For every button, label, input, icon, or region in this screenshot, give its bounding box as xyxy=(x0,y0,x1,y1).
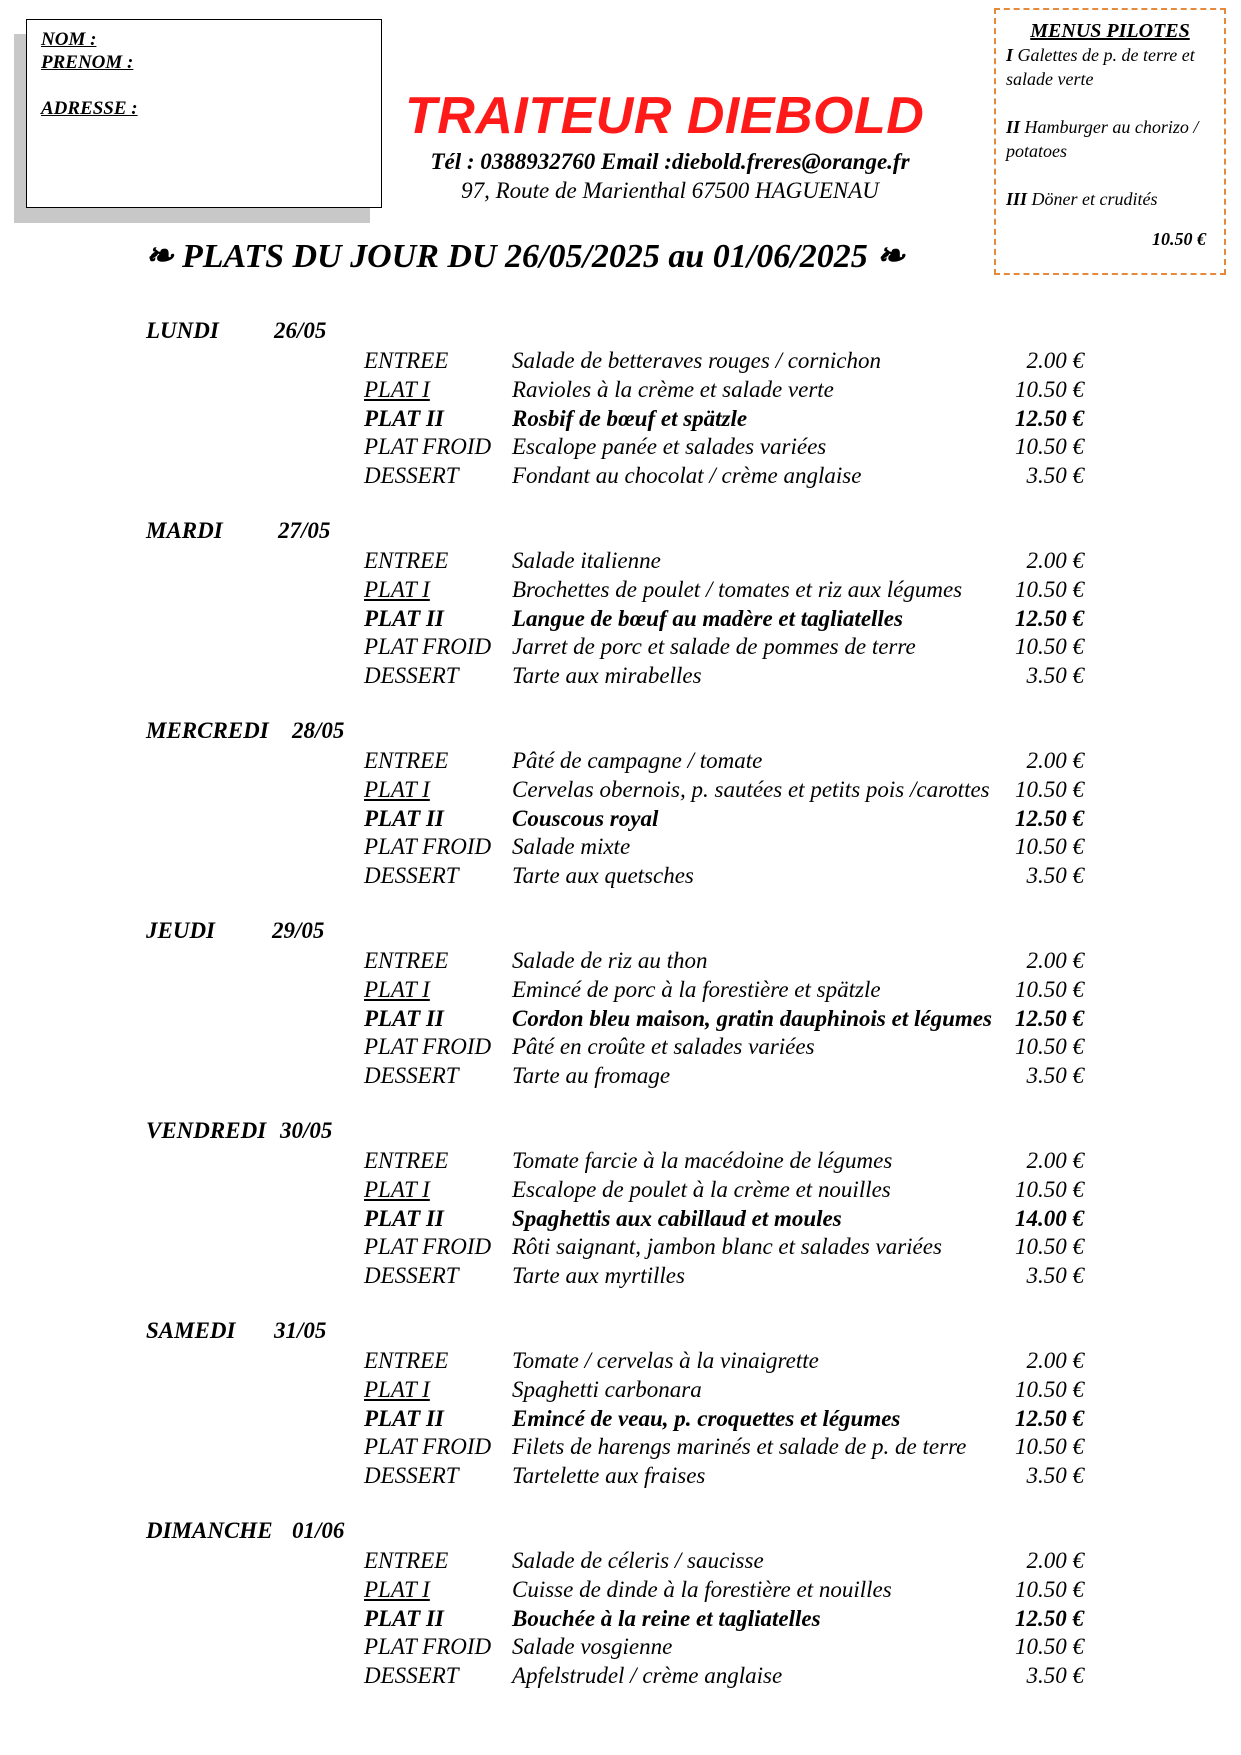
course-label: DESSERT xyxy=(364,1663,459,1689)
dish-name: Tarte au fromage xyxy=(512,1063,671,1089)
dish-price: 3.50 € xyxy=(1026,863,1084,889)
dish-price: 10.50 € xyxy=(1015,1376,1084,1402)
day-name: MARDI xyxy=(146,518,223,543)
dish-price: 14.00 € xyxy=(1015,1205,1084,1231)
menu-row xyxy=(146,606,1126,635)
week-heading: ❧ PLATS DU JOUR DU 26/05/2025 au 01/06/2025 ❧ xyxy=(145,238,905,275)
dish-name: Filets de harengs marinés et salade de p. de terre xyxy=(512,1434,967,1460)
dish-price: 10.50 € xyxy=(1015,1176,1084,1202)
menu-row xyxy=(146,806,1126,835)
dish-name: Salade de riz au thon xyxy=(512,948,708,973)
course-label: DESSERT xyxy=(364,1463,459,1489)
day-header xyxy=(146,518,1126,548)
dish-price: 10.50 € xyxy=(1015,834,1084,860)
day-block xyxy=(146,1518,1126,1692)
dish-price: 10.50 € xyxy=(1015,1034,1084,1060)
pilot-menu-price: 10.50 € xyxy=(1152,229,1206,249)
pilot-menu-item xyxy=(1006,43,1214,91)
menu-row xyxy=(146,1206,1126,1235)
course-label: PLAT FROID xyxy=(364,634,492,660)
pilot-item-number: III xyxy=(1006,189,1028,209)
day-date: 31/05 xyxy=(274,1318,327,1343)
pilot-item-text: Döner et crudités xyxy=(1031,189,1158,209)
day-name: VENDREDI xyxy=(146,1118,267,1143)
dish-name: Jarret de porc et salade de pommes de terre xyxy=(512,634,916,660)
day-date: 01/06 xyxy=(292,1518,345,1543)
menu-row xyxy=(146,1663,1126,1692)
dish-price: 10.50 € xyxy=(1015,1434,1084,1460)
course-label: DESSERT xyxy=(364,1063,459,1089)
dish-name: Tarte aux quetsches xyxy=(512,863,694,889)
course-label: DESSERT xyxy=(364,663,459,689)
dish-price: 10.50 € xyxy=(1015,976,1084,1002)
address-line: 97, Route de Marienthal 67500 HAGUENAU xyxy=(461,178,879,203)
day-name: LUNDI xyxy=(146,318,219,343)
dish-name: Ravioles à la crème et salade verte xyxy=(512,376,834,402)
dish-name: Salade mixte xyxy=(512,834,631,860)
day-header xyxy=(146,1118,1126,1148)
dish-name: Spaghetti carbonara xyxy=(512,1376,702,1402)
dish-name: Emincé de porc à la forestière et spätzle xyxy=(512,976,881,1002)
dish-name: Escalope panée et salades variées xyxy=(512,434,827,460)
dish-price: 10.50 € xyxy=(1015,576,1084,602)
day-header xyxy=(146,718,1126,748)
dish-name: Langue de bœuf au madère et tagliatelles xyxy=(512,605,903,631)
menu-row xyxy=(146,777,1126,806)
dish-name: Rosbif de bœuf et spätzle xyxy=(512,405,748,431)
menu-row xyxy=(146,434,1126,463)
dish-name: Cervelas obernois, p. sautées et petits pois /carottes xyxy=(512,776,990,802)
course-label: PLAT II xyxy=(364,1005,444,1031)
dish-name: Pâté de campagne / tomate xyxy=(512,748,763,773)
dish-price: 2.00 € xyxy=(1026,1548,1084,1573)
prenom-label: PRENOM : xyxy=(41,52,134,73)
menu-row xyxy=(146,977,1126,1006)
dish-price: 12.50 € xyxy=(1015,1405,1084,1431)
menu-row xyxy=(146,1634,1126,1663)
day-name: JEUDI xyxy=(146,918,216,943)
course-label: PLAT I xyxy=(364,1576,430,1602)
dish-name: Cuisse de dinde à la forestière et nouilles xyxy=(512,1576,892,1602)
dish-price: 3.50 € xyxy=(1026,1263,1084,1289)
dish-name: Couscous royal xyxy=(512,805,659,831)
dish-name: Apfelstrudel / crème anglaise xyxy=(512,1663,783,1689)
dish-price: 3.50 € xyxy=(1026,463,1084,489)
menu-row xyxy=(146,406,1126,435)
menu-row xyxy=(146,548,1126,577)
dish-price: 12.50 € xyxy=(1015,405,1084,431)
day-block xyxy=(146,918,1126,1092)
day-header xyxy=(146,1318,1126,1348)
course-label: ENTREE xyxy=(364,1548,449,1573)
day-date: 29/05 xyxy=(272,918,325,943)
menu-row xyxy=(146,1263,1126,1292)
course-label: PLAT FROID xyxy=(364,1234,492,1260)
day-block xyxy=(146,718,1126,892)
dish-name: Tarte aux myrtilles xyxy=(512,1263,685,1289)
course-label: PLAT FROID xyxy=(364,1434,492,1460)
course-label: PLAT I xyxy=(364,1376,430,1402)
course-label: ENTREE xyxy=(364,948,449,973)
dish-price: 10.50 € xyxy=(1015,634,1084,660)
dish-name: Rôti saignant, jambon blanc et salades variées xyxy=(512,1234,942,1260)
day-header xyxy=(146,918,1126,948)
dish-price: 2.00 € xyxy=(1026,748,1084,773)
dish-name: Emincé de veau, p. croquettes et légumes xyxy=(512,1405,901,1431)
menu-row xyxy=(146,377,1126,406)
course-label: PLAT I xyxy=(364,576,430,602)
course-label: ENTREE xyxy=(364,748,449,773)
menu-row xyxy=(146,1177,1126,1206)
menu-row xyxy=(146,1148,1126,1177)
day-block xyxy=(146,1118,1126,1292)
dish-name: Salade vosgienne xyxy=(512,1634,673,1660)
course-label: PLAT II xyxy=(364,605,444,631)
day-name: DIMANCHE xyxy=(146,1518,273,1543)
day-block xyxy=(146,518,1126,692)
menu-row xyxy=(146,1348,1126,1377)
course-label: PLAT II xyxy=(364,1205,444,1231)
course-label: PLAT II xyxy=(364,805,444,831)
dish-price: 12.50 € xyxy=(1015,1005,1084,1031)
dish-name: Tomate farcie à la macédoine de légumes xyxy=(512,1148,893,1173)
pilot-item-number: II xyxy=(1006,117,1021,137)
dish-price: 2.00 € xyxy=(1026,348,1084,373)
course-label: PLAT FROID xyxy=(364,1634,492,1660)
course-label: PLAT II xyxy=(364,1405,444,1431)
dish-price: 10.50 € xyxy=(1015,434,1084,460)
dish-price: 2.00 € xyxy=(1026,548,1084,573)
day-name: MERCREDI xyxy=(146,718,269,743)
menu-row xyxy=(146,1406,1126,1435)
dish-name: Salade de betteraves rouges / cornichon xyxy=(512,348,881,373)
menu-row xyxy=(146,1577,1126,1606)
day-header xyxy=(146,318,1126,348)
dish-price: 3.50 € xyxy=(1026,663,1084,689)
dish-price: 3.50 € xyxy=(1026,1463,1084,1489)
course-label: ENTREE xyxy=(364,1148,449,1173)
dish-price: 10.50 € xyxy=(1015,1234,1084,1260)
menu-row xyxy=(146,1006,1126,1035)
customer-address-box xyxy=(26,19,382,208)
pilot-item-number: I xyxy=(1006,45,1014,65)
dish-price: 2.00 € xyxy=(1026,1148,1084,1173)
course-label: PLAT I xyxy=(364,976,430,1002)
menu-row xyxy=(146,1606,1126,1635)
adresse-label: ADRESSE : xyxy=(41,98,138,119)
day-name: SAMEDI xyxy=(146,1318,236,1343)
day-date: 30/05 xyxy=(280,1118,333,1143)
menu-row xyxy=(146,577,1126,606)
pilot-menu-item xyxy=(1006,115,1214,163)
course-label: PLAT FROID xyxy=(364,1034,492,1060)
pilot-item-text: Hamburger au chorizo / potatoes xyxy=(1006,117,1199,161)
day-date: 26/05 xyxy=(274,318,327,343)
dish-name: Cordon bleu maison, gratin dauphinois et légumes xyxy=(512,1005,992,1031)
course-label: PLAT FROID xyxy=(364,834,492,860)
course-label: ENTREE xyxy=(364,348,449,373)
dish-name: Tartelette aux fraises xyxy=(512,1463,706,1489)
day-block xyxy=(146,1318,1126,1492)
menu-row xyxy=(146,463,1126,492)
dish-price: 10.50 € xyxy=(1015,1576,1084,1602)
dish-price: 2.00 € xyxy=(1026,948,1084,973)
menu-row xyxy=(146,1063,1126,1092)
menu-row xyxy=(146,1548,1126,1577)
course-label: PLAT I xyxy=(364,776,430,802)
course-label: ENTREE xyxy=(364,1348,449,1373)
contact-line: Tél : 0388932760 Email :diebold.freres@orange.fr xyxy=(430,149,910,174)
dish-price: 10.50 € xyxy=(1015,1634,1084,1660)
dish-name: Tarte aux mirabelles xyxy=(512,663,702,689)
course-label: PLAT I xyxy=(364,1176,430,1202)
course-label: DESSERT xyxy=(364,863,459,889)
course-label: ENTREE xyxy=(364,548,449,573)
dish-name: Bouchée à la reine et tagliatelles xyxy=(512,1605,821,1631)
menu-row xyxy=(146,1377,1126,1406)
dish-name: Tomate / cervelas à la vinaigrette xyxy=(512,1348,819,1373)
dish-name: Spaghettis aux cabillaud et moules xyxy=(512,1205,842,1231)
dish-price: 12.50 € xyxy=(1015,805,1084,831)
course-label: PLAT II xyxy=(364,1605,444,1631)
dish-price: 3.50 € xyxy=(1026,1663,1084,1689)
dish-price: 3.50 € xyxy=(1026,1063,1084,1089)
pilot-item-text: Galettes de p. de terre et salade verte xyxy=(1006,45,1195,89)
pilot-menu-box xyxy=(994,8,1226,275)
pilot-menu-title: MENUS PILOTES xyxy=(1030,20,1190,42)
menu-row xyxy=(146,1463,1126,1492)
dish-name: Fondant au chocolat / crème anglaise xyxy=(512,463,862,489)
brand-title: TRAITEUR DIEBOLD xyxy=(405,87,925,145)
menu-row xyxy=(146,748,1126,777)
menu-row xyxy=(146,1234,1126,1263)
course-label: DESSERT xyxy=(364,463,459,489)
menu-row xyxy=(146,834,1126,863)
day-block xyxy=(146,318,1126,492)
day-date: 28/05 xyxy=(292,718,345,743)
dish-price: 2.00 € xyxy=(1026,1348,1084,1373)
course-label: DESSERT xyxy=(364,1263,459,1289)
menu-row xyxy=(146,348,1126,377)
menu-row xyxy=(146,634,1126,663)
course-label: PLAT I xyxy=(364,376,430,402)
dish-price: 10.50 € xyxy=(1015,776,1084,802)
dish-name: Escalope de poulet à la crème et nouilles xyxy=(512,1176,891,1202)
dish-price: 10.50 € xyxy=(1015,376,1084,402)
dish-price: 12.50 € xyxy=(1015,605,1084,631)
menu-row xyxy=(146,1434,1126,1463)
menu-row xyxy=(146,663,1126,692)
pilot-menu-item xyxy=(1006,187,1214,211)
dish-name: Salade de céleris / saucisse xyxy=(512,1548,764,1573)
dish-name: Brochettes de poulet / tomates et riz aux légumes xyxy=(512,576,963,602)
day-header xyxy=(146,1518,1126,1548)
dish-name: Salade italienne xyxy=(512,548,661,573)
course-label: PLAT FROID xyxy=(364,434,492,460)
day-date: 27/05 xyxy=(278,518,331,543)
menu-row xyxy=(146,948,1126,977)
dish-price: 12.50 € xyxy=(1015,1605,1084,1631)
menu-row xyxy=(146,1034,1126,1063)
course-label: PLAT II xyxy=(364,405,444,431)
menu-row xyxy=(146,863,1126,892)
nom-label: NOM : xyxy=(41,29,97,50)
dish-name: Pâté en croûte et salades variées xyxy=(512,1034,815,1060)
